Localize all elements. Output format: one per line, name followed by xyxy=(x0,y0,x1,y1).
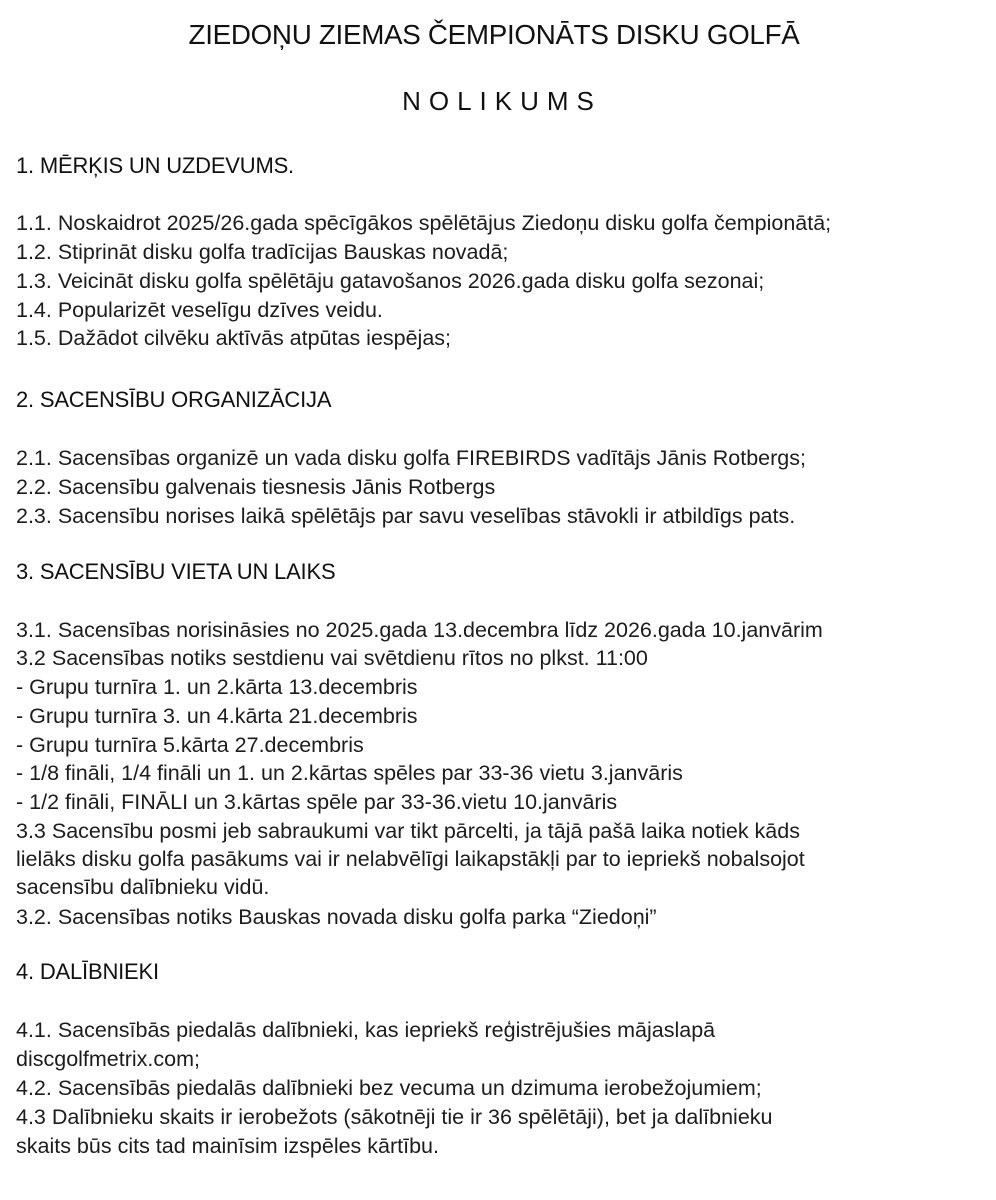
section-3-line: - 1/8 fināli, 1/4 fināli un 1. un 2.kārtas spēles par 33-36 vietu 3.janvāris xyxy=(16,761,683,785)
section-3-line: - 1/2 fināli, FINĀLI un 3.kārtas spēle par 33-36.vietu 10.janvāris xyxy=(16,790,618,814)
section-4-line: skaits būs cits tad mainīsim izspēles kārtību. xyxy=(16,1134,439,1158)
document-subtitle: NOLIKUMS xyxy=(402,86,602,116)
section-1-line: 1.1. Noskaidrot 2025/26.gada spēcīgākos spēlētājus Ziedoņu disku golfa čempionātā; xyxy=(16,211,832,235)
section-3-line: 3.2 Sacensības notiks sestdienu vai svētdienu rītos no plkst. 11:00 xyxy=(16,646,648,670)
section-1-line: 1.4. Popularizēt veselīgu dzīves veidu. xyxy=(16,298,383,322)
section-heading-3: 3. SACENSĪBU VIETA UN LAIKS xyxy=(16,559,336,584)
section-1-line: 1.3. Veicināt disku golfa spēlētāju gatavošanos 2026.gada disku golfa sezonai; xyxy=(16,269,765,293)
section-3-line: sacensību dalībnieku vidū. xyxy=(16,875,270,899)
section-4-line: 4.1. Sacensībās piedalās dalībnieki, kas iepriekš reģistrējušies mājaslapā xyxy=(16,1018,716,1042)
section-3-line: - Grupu turnīra 3. un 4.kārta 21.decembris xyxy=(16,704,418,728)
section-1-line: 1.2. Stiprināt disku golfa tradīcijas Bauskas novadā; xyxy=(16,240,509,264)
section-3-line: lielāks disku golfa pasākums vai ir nelabvēlīgi laikapstākļi par to iepriekš nobalsojot xyxy=(16,847,805,871)
section-heading-1: 1. MĒRĶIS UN UZDEVUMS. xyxy=(16,153,294,178)
section-3-line: - Grupu turnīra 5.kārta 27.decembris xyxy=(16,733,364,757)
section-1-line: 1.5. Dažādot cilvēku aktīvās atpūtas iespējas; xyxy=(16,326,452,350)
section-heading-2: 2. SACENSĪBU ORGANIZĀCIJA xyxy=(16,387,332,412)
section-heading-4: 4. DALĪBNIEKI xyxy=(16,959,159,984)
section-3-line: 3.3 Sacensību posmi jeb sabraukumi var tikt pārcelti, ja tājā pašā laika notiek kāds xyxy=(16,819,800,843)
document-title: ZIEDOŅU ZIEMAS ČEMPIONĀTS DISKU GOLFĀ xyxy=(188,19,800,50)
section-2-line: 2.2. Sacensību galvenais tiesnesis Jānis Rotbergs xyxy=(16,475,496,499)
section-4-line: 4.2. Sacensībās piedalās dalībnieki bez vecuma un dzimuma ierobežojumiem; xyxy=(16,1076,762,1100)
section-2-line: 2.1. Sacensības organizē un vada disku golfa FIREBIRDS vadītājs Jānis Rotbergs; xyxy=(16,446,806,470)
section-4-line: 4.3 Dalībnieku skaits ir ierobežots (sākotnēji tie ir 36 spēlētāji), bet ja dalībnieku xyxy=(16,1105,773,1129)
section-3-line: 3.1. Sacensības norisināsies no 2025.gada 13.decembra līdz 2026.gada 10.janvārim xyxy=(16,618,823,642)
section-3-line: 3.2. Sacensības notiks Bauskas novada disku golfa parka “Ziedoņi” xyxy=(16,905,657,929)
section-4-line[interactable]: discgolfmetrix.com; xyxy=(16,1047,200,1071)
section-3-line: - Grupu turnīra 1. un 2.kārta 13.decembris xyxy=(16,675,418,699)
section-2-line: 2.3. Sacensību norises laikā spēlētājs par savu veselības stāvokli ir atbildīgs pats. xyxy=(16,504,796,528)
